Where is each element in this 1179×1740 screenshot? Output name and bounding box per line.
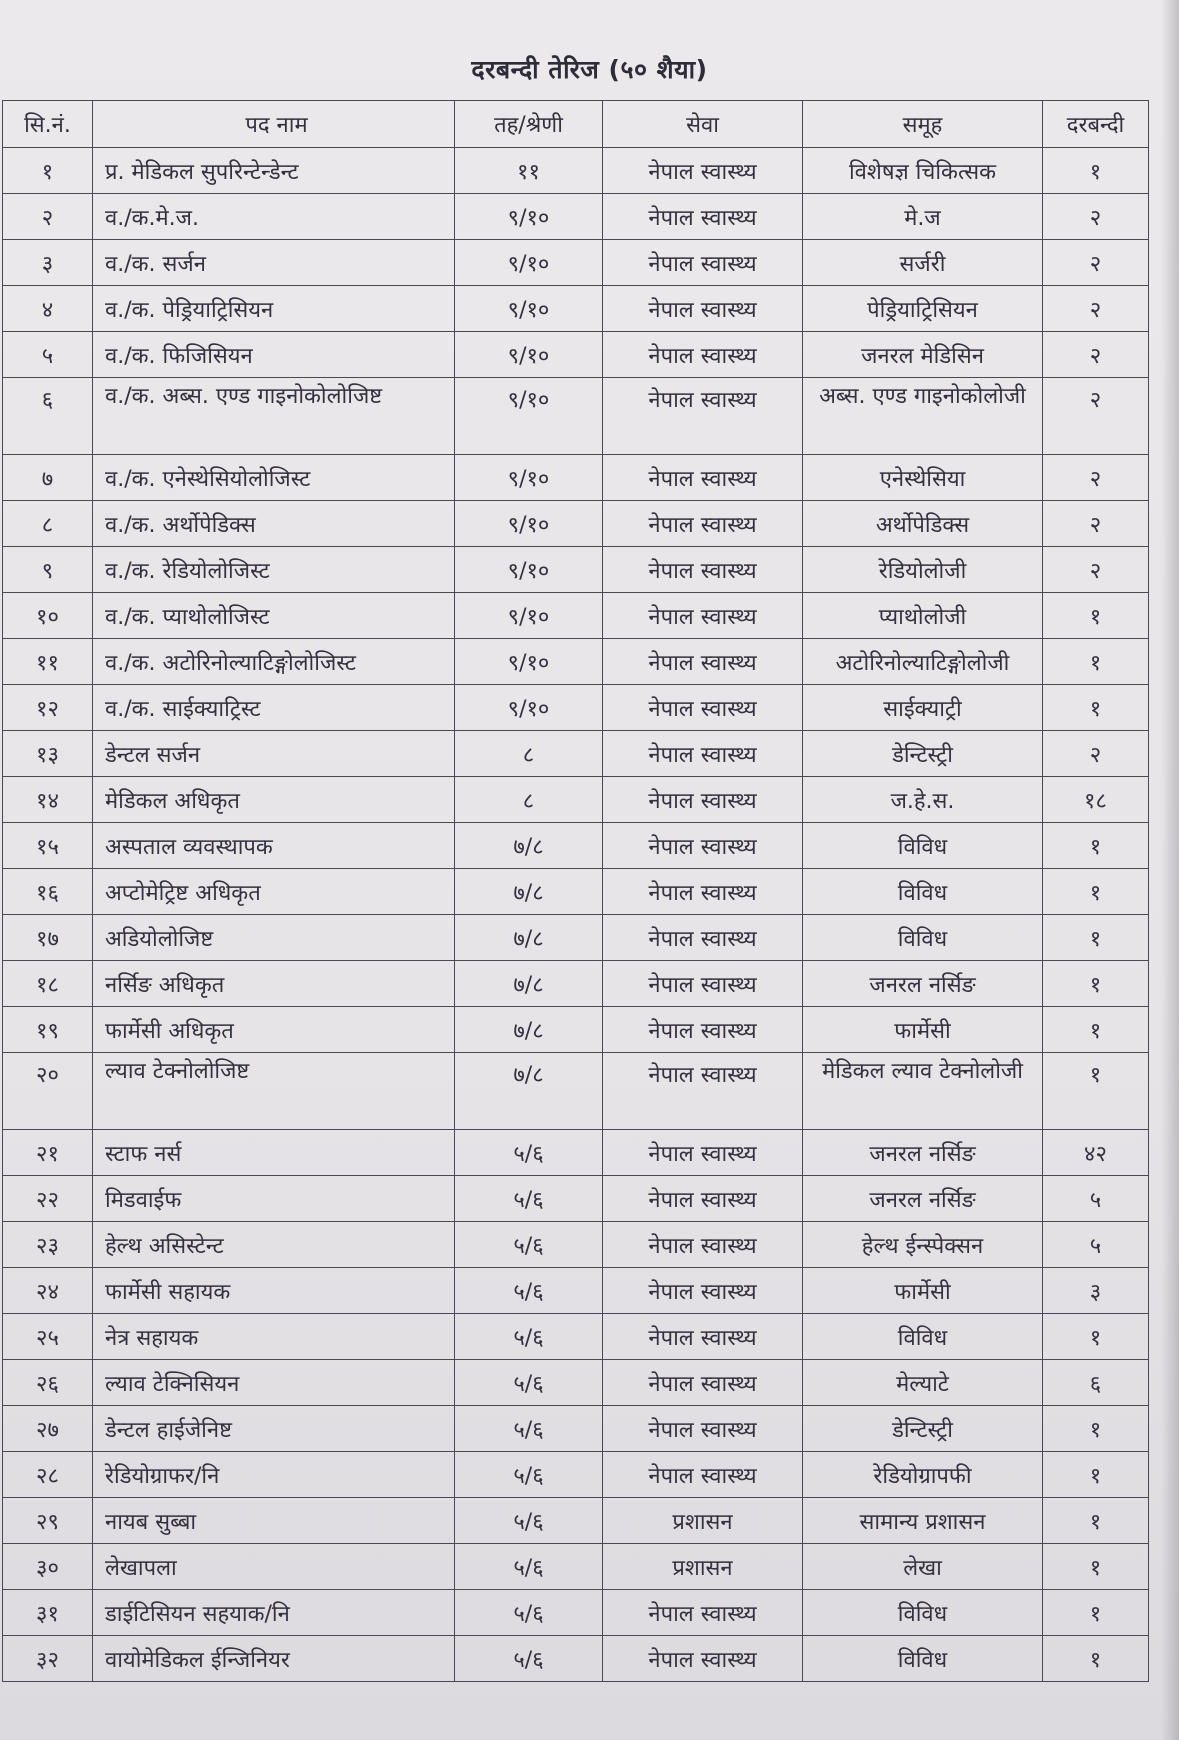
cell-level: ५/६ bbox=[455, 1406, 603, 1452]
cell-service: नेपाल स्वास्थ्य bbox=[603, 455, 803, 501]
cell-sanctioned-posts: १ bbox=[1043, 1590, 1149, 1636]
cell-level: ५/६ bbox=[455, 1314, 603, 1360]
header-serial-number: सि.नं. bbox=[3, 101, 93, 148]
table-row bbox=[3, 1176, 1149, 1222]
cell-post-name: अप्टोमेट्रिष्ट अधिकृत bbox=[93, 869, 455, 915]
cell-service: नेपाल स्वास्थ्य bbox=[603, 1406, 803, 1452]
cell-post-name: ल्याव टेक्नोलोजिष्ट bbox=[93, 1053, 455, 1130]
cell-group: मेल्याटे bbox=[803, 1360, 1043, 1406]
cell-post-name: मेडिकल अधिकृत bbox=[93, 777, 455, 823]
cell-serial-number: ३० bbox=[3, 1544, 93, 1590]
cell-sanctioned-posts: १ bbox=[1043, 1314, 1149, 1360]
header-sanctioned-posts: दरबन्दी bbox=[1043, 101, 1149, 148]
cell-sanctioned-posts: १ bbox=[1043, 1636, 1149, 1682]
cell-group: विविध bbox=[803, 1314, 1043, 1360]
cell-level: ५/६ bbox=[455, 1176, 603, 1222]
cell-serial-number: २० bbox=[3, 1053, 93, 1130]
cell-level: ७/८ bbox=[455, 1007, 603, 1053]
cell-serial-number: २३ bbox=[3, 1222, 93, 1268]
cell-service: नेपाल स्वास्थ्य bbox=[603, 685, 803, 731]
cell-serial-number: ३२ bbox=[3, 1636, 93, 1682]
cell-level: ५/६ bbox=[455, 1544, 603, 1590]
cell-sanctioned-posts: १ bbox=[1043, 685, 1149, 731]
cell-group: अर्थोपेडिक्स bbox=[803, 501, 1043, 547]
cell-serial-number: ९ bbox=[3, 547, 93, 593]
cell-level: ५/६ bbox=[455, 1360, 603, 1406]
cell-service: प्रशासन bbox=[603, 1498, 803, 1544]
table-row bbox=[3, 1406, 1149, 1452]
cell-service: नेपाल स्वास्थ्य bbox=[603, 1130, 803, 1176]
cell-group: एनेस्थेसिया bbox=[803, 455, 1043, 501]
cell-service: नेपाल स्वास्थ्य bbox=[603, 332, 803, 378]
cell-sanctioned-posts: १ bbox=[1043, 1452, 1149, 1498]
cell-serial-number: ६ bbox=[3, 378, 93, 455]
cell-sanctioned-posts: २ bbox=[1043, 194, 1149, 240]
cell-level: ५/६ bbox=[455, 1268, 603, 1314]
header-service: सेवा bbox=[603, 101, 803, 148]
cell-level: ५/६ bbox=[455, 1130, 603, 1176]
cell-sanctioned-posts: १ bbox=[1043, 823, 1149, 869]
cell-sanctioned-posts: १ bbox=[1043, 593, 1149, 639]
table-row bbox=[3, 869, 1149, 915]
cell-post-name: ल्याव टेक्निसियन bbox=[93, 1360, 455, 1406]
cell-group: डेन्टिस्ट्री bbox=[803, 731, 1043, 777]
cell-sanctioned-posts: २ bbox=[1043, 378, 1149, 455]
cell-serial-number: २८ bbox=[3, 1452, 93, 1498]
cell-group: फार्मेसी bbox=[803, 1268, 1043, 1314]
table-row bbox=[3, 332, 1149, 378]
cell-serial-number: १६ bbox=[3, 869, 93, 915]
cell-post-name: नेत्र सहायक bbox=[93, 1314, 455, 1360]
cell-group: साईक्याट्री bbox=[803, 685, 1043, 731]
cell-serial-number: १८ bbox=[3, 961, 93, 1007]
table-row bbox=[3, 1130, 1149, 1176]
cell-sanctioned-posts: ३ bbox=[1043, 1268, 1149, 1314]
cell-post-name: व./क.मे.ज. bbox=[93, 194, 455, 240]
cell-post-name: नर्सिङ अधिकृत bbox=[93, 961, 455, 1007]
cell-post-name: फार्मेसी सहायक bbox=[93, 1268, 455, 1314]
table-row bbox=[3, 501, 1149, 547]
cell-serial-number: १५ bbox=[3, 823, 93, 869]
cell-level: ७/८ bbox=[455, 1053, 603, 1130]
cell-group: अब्स. एण्ड गाइनोकोलोजी bbox=[803, 378, 1043, 455]
cell-post-name: व./क. फिजिसियन bbox=[93, 332, 455, 378]
cell-serial-number: १३ bbox=[3, 731, 93, 777]
cell-service: नेपाल स्वास्थ्य bbox=[603, 501, 803, 547]
cell-level: ९/१० bbox=[455, 547, 603, 593]
cell-sanctioned-posts: १ bbox=[1043, 1406, 1149, 1452]
cell-level: ७/८ bbox=[455, 869, 603, 915]
cell-post-name: व./क. प्याथोलोजिस्ट bbox=[93, 593, 455, 639]
cell-group: ज.हे.स. bbox=[803, 777, 1043, 823]
cell-post-name: प्र. मेडिकल सुपरिन्टेन्डेन्ट bbox=[93, 148, 455, 194]
cell-post-name: डेन्टल सर्जन bbox=[93, 731, 455, 777]
cell-group: जनरल नर्सिङ bbox=[803, 1176, 1043, 1222]
table-row bbox=[3, 240, 1149, 286]
cell-post-name: नायब सुब्बा bbox=[93, 1498, 455, 1544]
cell-serial-number: ४ bbox=[3, 286, 93, 332]
table-row bbox=[3, 1053, 1149, 1130]
cell-group: मे.ज bbox=[803, 194, 1043, 240]
cell-level: ९/१० bbox=[455, 455, 603, 501]
cell-level: ९/१० bbox=[455, 593, 603, 639]
cell-serial-number: २२ bbox=[3, 1176, 93, 1222]
cell-serial-number: ११ bbox=[3, 639, 93, 685]
document-title: दरबन्दी तेरिज (५० शैया) bbox=[471, 55, 708, 84]
cell-level: ९/१० bbox=[455, 501, 603, 547]
cell-sanctioned-posts: २ bbox=[1043, 286, 1149, 332]
table-row bbox=[3, 1498, 1149, 1544]
cell-serial-number: २७ bbox=[3, 1406, 93, 1452]
table-row bbox=[3, 547, 1149, 593]
cell-service: नेपाल स्वास्थ्य bbox=[603, 240, 803, 286]
cell-group: फार्मेसी bbox=[803, 1007, 1043, 1053]
cell-sanctioned-posts: १ bbox=[1043, 148, 1149, 194]
cell-service: नेपाल स्वास्थ्य bbox=[603, 148, 803, 194]
table-row bbox=[3, 1452, 1149, 1498]
cell-post-name: व./क. अब्स. एण्ड गाइनोकोलोजिष्ट bbox=[93, 378, 455, 455]
cell-group: सर्जरी bbox=[803, 240, 1043, 286]
cell-level: ५/६ bbox=[455, 1222, 603, 1268]
cell-sanctioned-posts: १ bbox=[1043, 1007, 1149, 1053]
cell-sanctioned-posts: १ bbox=[1043, 961, 1149, 1007]
cell-sanctioned-posts: ५ bbox=[1043, 1176, 1149, 1222]
cell-level: ५/६ bbox=[455, 1590, 603, 1636]
cell-service: नेपाल स्वास्थ्य bbox=[603, 1007, 803, 1053]
cell-level: ९/१० bbox=[455, 639, 603, 685]
cell-serial-number: १ bbox=[3, 148, 93, 194]
cell-service: नेपाल स्वास्थ्य bbox=[603, 547, 803, 593]
cell-level: ९/१० bbox=[455, 194, 603, 240]
staffing-table bbox=[2, 100, 1149, 1682]
table-row bbox=[3, 1314, 1149, 1360]
table-row bbox=[3, 1222, 1149, 1268]
cell-post-name: फार्मेसी अधिकृत bbox=[93, 1007, 455, 1053]
cell-group: मेडिकल ल्याव टेक्नोलोजी bbox=[803, 1053, 1043, 1130]
cell-sanctioned-posts: १ bbox=[1043, 915, 1149, 961]
cell-service: नेपाल स्वास्थ्य bbox=[603, 1314, 803, 1360]
cell-group: जनरल मेडिसिन bbox=[803, 332, 1043, 378]
cell-level: ५/६ bbox=[455, 1636, 603, 1682]
table-body bbox=[3, 148, 1149, 1682]
cell-serial-number: १२ bbox=[3, 685, 93, 731]
cell-post-name: स्टाफ नर्स bbox=[93, 1130, 455, 1176]
cell-post-name: रेडियोग्राफर/नि bbox=[93, 1452, 455, 1498]
cell-post-name: मिडवाईफ bbox=[93, 1176, 455, 1222]
table-row bbox=[3, 639, 1149, 685]
table-header-row bbox=[3, 101, 1149, 148]
cell-post-name: वायोमेडिकल ईन्जिनियर bbox=[93, 1636, 455, 1682]
cell-service: नेपाल स्वास्थ्य bbox=[603, 378, 803, 455]
cell-sanctioned-posts: १ bbox=[1043, 1053, 1149, 1130]
cell-level: ७/८ bbox=[455, 915, 603, 961]
cell-group: डेन्टिस्ट्री bbox=[803, 1406, 1043, 1452]
cell-level: ७/८ bbox=[455, 823, 603, 869]
cell-group: सामान्य प्रशासन bbox=[803, 1498, 1043, 1544]
cell-group: अटोरिनोल्याटिङ्गोलोजी bbox=[803, 639, 1043, 685]
cell-service: नेपाल स्वास्थ्य bbox=[603, 1268, 803, 1314]
cell-service: नेपाल स्वास्थ्य bbox=[603, 286, 803, 332]
cell-service: नेपाल स्वास्थ्य bbox=[603, 915, 803, 961]
cell-service: नेपाल स्वास्थ्य bbox=[603, 823, 803, 869]
cell-level: ९/१० bbox=[455, 332, 603, 378]
table-row bbox=[3, 1360, 1149, 1406]
cell-group: हेल्थ ईन्स्पेक्सन bbox=[803, 1222, 1043, 1268]
cell-serial-number: १४ bbox=[3, 777, 93, 823]
cell-serial-number: १७ bbox=[3, 915, 93, 961]
cell-group: विविध bbox=[803, 1590, 1043, 1636]
cell-post-name: डेन्टल हाईजेनिष्ट bbox=[93, 1406, 455, 1452]
cell-post-name: व./क. एनेस्थेसियोलोजिस्ट bbox=[93, 455, 455, 501]
cell-serial-number: १९ bbox=[3, 1007, 93, 1053]
cell-sanctioned-posts: १८ bbox=[1043, 777, 1149, 823]
cell-sanctioned-posts: २ bbox=[1043, 501, 1149, 547]
cell-sanctioned-posts: ५ bbox=[1043, 1222, 1149, 1268]
cell-service: नेपाल स्वास्थ्य bbox=[603, 1222, 803, 1268]
cell-sanctioned-posts: १ bbox=[1043, 1498, 1149, 1544]
table-row bbox=[3, 685, 1149, 731]
cell-service: नेपाल स्वास्थ्य bbox=[603, 1053, 803, 1130]
table-row bbox=[3, 915, 1149, 961]
table-row bbox=[3, 148, 1149, 194]
cell-group: विविध bbox=[803, 823, 1043, 869]
table-row bbox=[3, 286, 1149, 332]
cell-post-name: अडियोलोजिष्ट bbox=[93, 915, 455, 961]
table-row bbox=[3, 823, 1149, 869]
header-post-name: पद नाम bbox=[93, 101, 455, 148]
cell-level: ८ bbox=[455, 731, 603, 777]
table-row bbox=[3, 1636, 1149, 1682]
table-row bbox=[3, 777, 1149, 823]
cell-group: विविध bbox=[803, 869, 1043, 915]
cell-level: ८ bbox=[455, 777, 603, 823]
cell-sanctioned-posts: ६ bbox=[1043, 1360, 1149, 1406]
cell-post-name: व./क. अर्थोपेडिक्स bbox=[93, 501, 455, 547]
cell-group: रेडियोलोजी bbox=[803, 547, 1043, 593]
cell-serial-number: ७ bbox=[3, 455, 93, 501]
cell-sanctioned-posts: १ bbox=[1043, 639, 1149, 685]
cell-group: जनरल नर्सिङ bbox=[803, 1130, 1043, 1176]
cell-serial-number: ३ bbox=[3, 240, 93, 286]
cell-service: नेपाल स्वास्थ्य bbox=[603, 777, 803, 823]
cell-service: प्रशासन bbox=[603, 1544, 803, 1590]
cell-serial-number: ३१ bbox=[3, 1590, 93, 1636]
cell-level: ९/१० bbox=[455, 240, 603, 286]
cell-service: नेपाल स्वास्थ्य bbox=[603, 1360, 803, 1406]
cell-post-name: हेल्थ असिस्टेन्ट bbox=[93, 1222, 455, 1268]
cell-service: नेपाल स्वास्थ्य bbox=[603, 1590, 803, 1636]
table-row bbox=[3, 1544, 1149, 1590]
cell-level: ५/६ bbox=[455, 1452, 603, 1498]
cell-group: विविध bbox=[803, 1636, 1043, 1682]
cell-service: नेपाल स्वास्थ्य bbox=[603, 593, 803, 639]
cell-service: नेपाल स्वास्थ्य bbox=[603, 194, 803, 240]
cell-level: ७/८ bbox=[455, 961, 603, 1007]
table-row bbox=[3, 593, 1149, 639]
cell-serial-number: १० bbox=[3, 593, 93, 639]
table-row bbox=[3, 1268, 1149, 1314]
cell-post-name: डाईटिसियन सहयाक/नि bbox=[93, 1590, 455, 1636]
page-edge-shadow bbox=[1161, 0, 1179, 1740]
cell-level: ९/१० bbox=[455, 286, 603, 332]
cell-sanctioned-posts: १ bbox=[1043, 1544, 1149, 1590]
cell-serial-number: २९ bbox=[3, 1498, 93, 1544]
table-row bbox=[3, 731, 1149, 777]
cell-service: नेपाल स्वास्थ्य bbox=[603, 731, 803, 777]
cell-group: विशेषज्ञ चिकित्सक bbox=[803, 148, 1043, 194]
cell-level: ११ bbox=[455, 148, 603, 194]
cell-level: ५/६ bbox=[455, 1498, 603, 1544]
table-row bbox=[3, 1590, 1149, 1636]
cell-serial-number: २१ bbox=[3, 1130, 93, 1176]
cell-post-name: व./क. रेडियोलोजिस्ट bbox=[93, 547, 455, 593]
cell-service: नेपाल स्वास्थ्य bbox=[603, 869, 803, 915]
cell-serial-number: २४ bbox=[3, 1268, 93, 1314]
cell-post-name: व./क. अटोरिनोल्याटिङ्गोलोजिस्ट bbox=[93, 639, 455, 685]
header-group: समूह bbox=[803, 101, 1043, 148]
table-row bbox=[3, 455, 1149, 501]
cell-service: नेपाल स्वास्थ्य bbox=[603, 1636, 803, 1682]
cell-service: नेपाल स्वास्थ्य bbox=[603, 1176, 803, 1222]
cell-service: नेपाल स्वास्थ्य bbox=[603, 961, 803, 1007]
cell-serial-number: २६ bbox=[3, 1360, 93, 1406]
cell-level: ९/१० bbox=[455, 378, 603, 455]
cell-group: प्याथोलोजी bbox=[803, 593, 1043, 639]
cell-group: विविध bbox=[803, 915, 1043, 961]
cell-serial-number: २५ bbox=[3, 1314, 93, 1360]
cell-sanctioned-posts: १ bbox=[1043, 869, 1149, 915]
cell-serial-number: ८ bbox=[3, 501, 93, 547]
cell-sanctioned-posts: २ bbox=[1043, 731, 1149, 777]
table-row bbox=[3, 1007, 1149, 1053]
table-row bbox=[3, 961, 1149, 1007]
cell-post-name: व./क. सर्जन bbox=[93, 240, 455, 286]
cell-group: पेड्रियाट्रिसियन bbox=[803, 286, 1043, 332]
cell-serial-number: २ bbox=[3, 194, 93, 240]
cell-sanctioned-posts: २ bbox=[1043, 455, 1149, 501]
table-row bbox=[3, 194, 1149, 240]
cell-sanctioned-posts: ४२ bbox=[1043, 1130, 1149, 1176]
cell-group: जनरल नर्सिङ bbox=[803, 961, 1043, 1007]
cell-post-name: व./क. पेड्रियाट्रिसियन bbox=[93, 286, 455, 332]
table-row bbox=[3, 378, 1149, 455]
cell-post-name: अस्पताल व्यवस्थापक bbox=[93, 823, 455, 869]
cell-sanctioned-posts: २ bbox=[1043, 547, 1149, 593]
cell-group: रेडियोग्रापफी bbox=[803, 1452, 1043, 1498]
header-level: तह/श्रेणी bbox=[455, 101, 603, 148]
cell-level: ९/१० bbox=[455, 685, 603, 731]
cell-serial-number: ५ bbox=[3, 332, 93, 378]
cell-sanctioned-posts: २ bbox=[1043, 332, 1149, 378]
cell-group: लेखा bbox=[803, 1544, 1043, 1590]
cell-service: नेपाल स्वास्थ्य bbox=[603, 639, 803, 685]
cell-post-name: व./क. साईक्याट्रिस्ट bbox=[93, 685, 455, 731]
cell-sanctioned-posts: २ bbox=[1043, 240, 1149, 286]
cell-service: नेपाल स्वास्थ्य bbox=[603, 1452, 803, 1498]
cell-post-name: लेखापला bbox=[93, 1544, 455, 1590]
